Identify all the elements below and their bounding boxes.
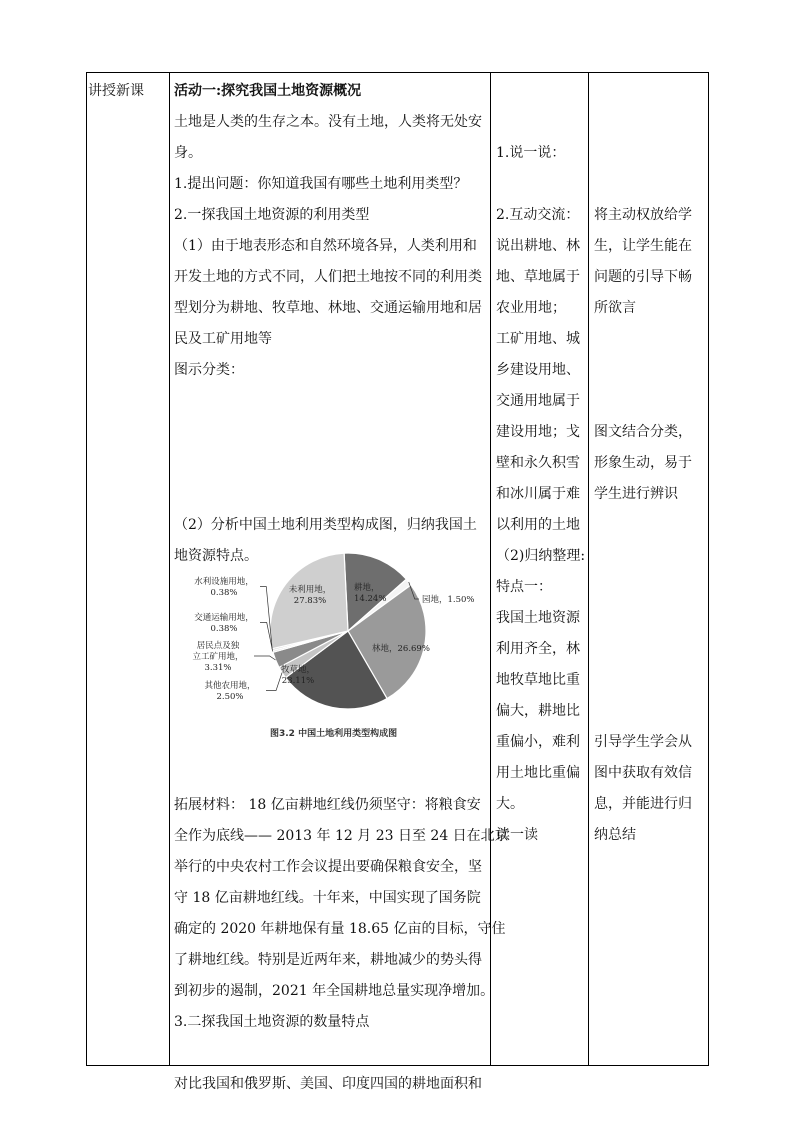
content-line: 守 18 亿亩耕地红线。十年来，中国实现了国务院 (174, 890, 481, 906)
activity-line: 重偏小，难利 (496, 734, 580, 750)
activity-line: 地、草地属于 (496, 269, 580, 285)
content-line: 拓展材料： 18 亿亩耕地红线仍须坚守：将粮食安 (174, 797, 481, 813)
activity-line: 地牧草地比重 (496, 672, 580, 688)
intent-line: 生，让学生能在 (594, 238, 692, 254)
blank-space (174, 1038, 488, 1069)
activity-line: 偏大，耕地比 (496, 703, 580, 719)
pie-label-7: 水利设施用地， 0.38% (194, 577, 254, 598)
teaching-content-part-a (174, 76, 488, 386)
pie-label-0: 耕地， 14.24% (354, 583, 387, 604)
content-line: （2）分析中国土地利用类型构成图，归纳我国土 (174, 517, 477, 533)
content-line: 到初步的遏制，2021 年全国耕地总量实现净增加。 (174, 983, 495, 999)
intent-line: 图文结合分类， (594, 424, 692, 440)
activity-line: 2.互动交流： (496, 207, 580, 223)
activity-line: 壁和永久积雪 (496, 455, 580, 471)
content-line: 确定的 2020 年耕地保有量 18.65 亿亩的目标，守住 (174, 921, 506, 937)
pie-label-2: 林地，26.69% (372, 644, 430, 654)
activity-line: 和冰川属于难 (496, 486, 580, 502)
pie-label-3: 牧草地， 23.11% (280, 665, 316, 686)
section-label-cell (88, 76, 166, 107)
intent-line: 学生进行辨识 (594, 486, 678, 502)
content-line: 举行的中央农村工作会议提出要确保粮食安全，坚 (174, 859, 482, 875)
intent-line: 引导学生学会从 (594, 734, 692, 750)
activity-line: 以利用的土地 (496, 517, 580, 533)
activity-line: 读一读 (496, 827, 538, 843)
content-line: 民及工矿用地等 (174, 331, 272, 347)
activity-line: （2)归纳整理: (496, 548, 586, 564)
activity-line: 大。 (496, 796, 524, 812)
activity-line: 农业用地； (496, 300, 566, 316)
student-activity-lines (496, 76, 584, 851)
activity-line: 我国土地资源 (496, 610, 580, 626)
content-line: 图示分类： (174, 362, 244, 378)
content-line: 1.提出问题：你知道我国有哪些土地利用类型？ (174, 176, 468, 192)
content-line: 了耕地红线。特别是近两年来，耕地减少的势头得 (174, 952, 482, 968)
pie-leader-5 (254, 656, 276, 660)
intent-line: 纳总结 (594, 827, 636, 843)
design-intent-3 (594, 727, 704, 851)
activity-line: 交通用地属于 (496, 393, 580, 409)
intent-line: 形象生动，易于 (594, 455, 692, 471)
content-line: 身。 (174, 145, 202, 161)
chart-caption: 图3.2 中国土地利用类型构成图 (270, 729, 398, 739)
activity-line: 利用齐全，林 (496, 641, 580, 657)
student-activity-cell (496, 76, 584, 851)
content-line: 型划分为耕地、牧草地、林地、交通运输用地和居 (174, 300, 482, 316)
pie-label-1: 园地，1.50% (422, 595, 475, 605)
activity-line: 用土地比重偏 (496, 765, 580, 781)
teaching-content-part-d (174, 1069, 488, 1100)
activity-line: 工矿用地、城 (496, 331, 580, 347)
design-intent-cell (594, 76, 704, 851)
intent-line: 所欲言 (594, 300, 636, 316)
activity-line: 1.说一说： (496, 145, 566, 161)
intent-line: 图中获取有效信 (594, 765, 692, 781)
blank-space (174, 386, 488, 510)
intent-line: 将主动权放给学 (594, 207, 692, 223)
content-line: 2.一探我国土地资源的利用类型 (174, 207, 370, 223)
content-line: 活动一:探究我国土地资源概况 (174, 83, 362, 99)
pie-label-5: 居民点及独立工矿用地， 3.31% (192, 641, 244, 673)
content-line: 对比我国和俄罗斯、美国、印度四国的耕地面积和 (174, 1076, 482, 1092)
activity-line: 特点一： (496, 579, 552, 595)
content-line: 全作为底线—— 2013 年 12 月 23 日至 24 日在北京 (174, 828, 509, 844)
design-intent-1 (594, 200, 704, 324)
intent-line: 问题的引导下畅 (594, 269, 692, 285)
pie-label-6: 交通运输用地， 0.38% (194, 613, 254, 634)
land-use-pie-chart (190, 548, 475, 750)
activity-line: 乡建设用地、 (496, 362, 580, 378)
pie-label-4: 其他农用地， 2.50% (204, 681, 256, 702)
content-line: 地资源特点。 (174, 548, 258, 564)
activity-line: 说出耕地、林 (496, 238, 580, 254)
content-line: 3.二探我国土地资源的数量特点 (174, 1014, 370, 1030)
section-label: 讲授新课 (88, 83, 144, 99)
content-line: 开发土地的方式不同，人们把土地按不同的利用类 (174, 269, 482, 285)
pie-label-8: 未利用地， 27.83% (288, 585, 332, 606)
pie-leader-4 (266, 673, 282, 691)
content-line: 土地是人类的生存之本。没有土地，人类将无处安 (174, 114, 482, 130)
design-intent-2 (594, 417, 704, 510)
content-line: （1）由于地表形态和自然环境各异，人类利用和 (174, 238, 477, 254)
intent-line: 息，并能进行归 (594, 796, 692, 812)
teaching-content-part-c (174, 790, 509, 1038)
activity-line: 建设用地；戈 (496, 424, 580, 440)
